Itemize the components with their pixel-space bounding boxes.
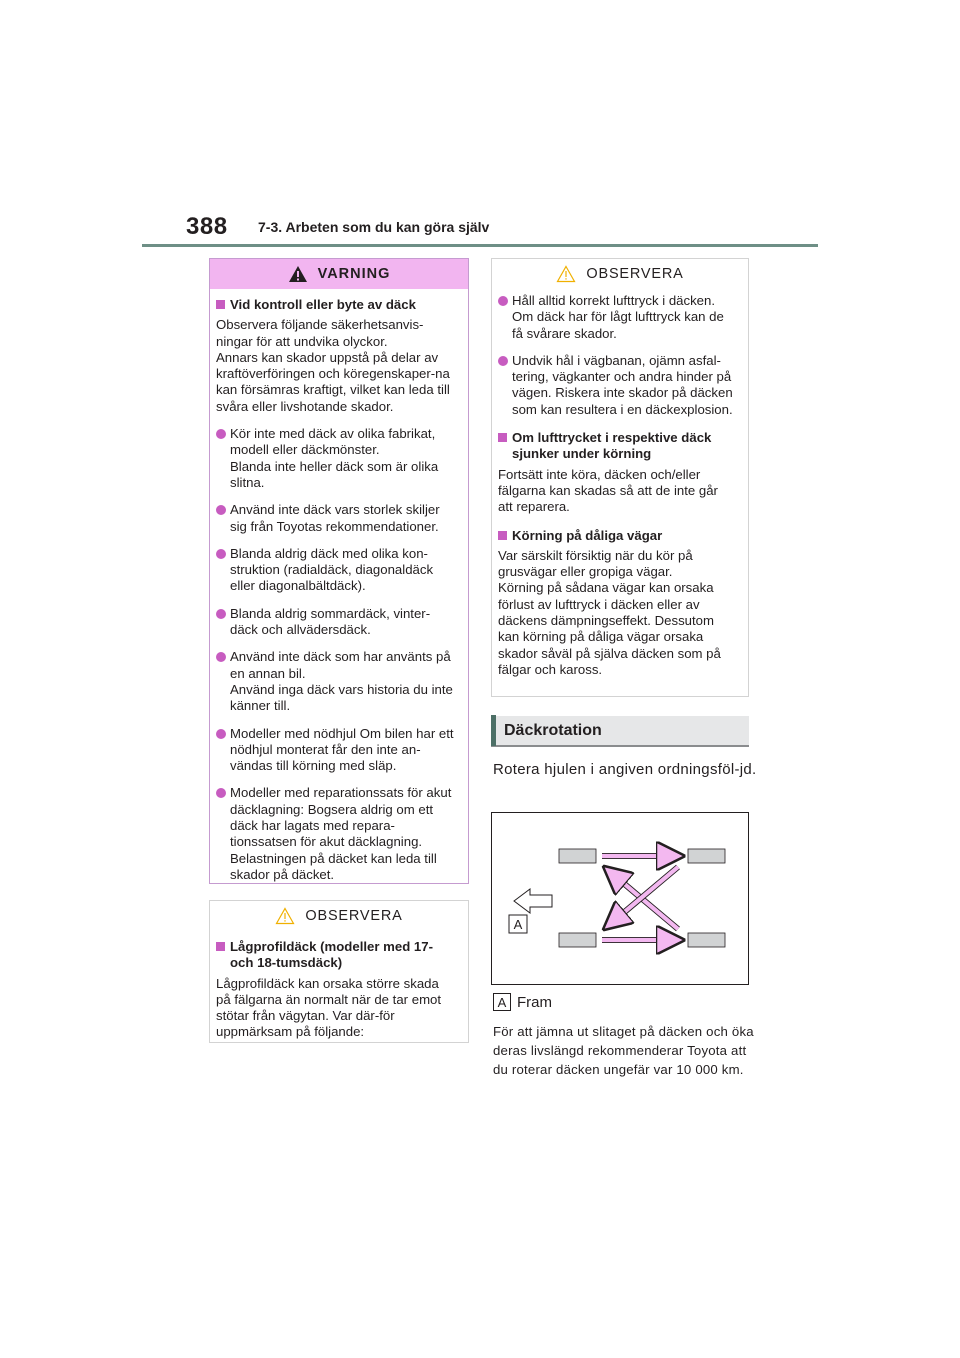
heading-bar [491,715,496,746]
page-number: 388 [186,213,228,240]
list-item: Blanda aldrig däck med olika kon-struktion (radialdäck, diagonaldäck eller diagonalbältdäck). [216,546,456,595]
rotation-instruction: Rotera hjulen i angiven ordningsföl-jd. [493,761,757,778]
notice-text: Lågprofildäck kan orsaka större skada på fälgarna än normalt när de tar emot stötar från vägytan. Var där-för uppmärksam på följande: [216,975,442,1040]
section-heading [491,716,749,747]
tire-front-right [688,849,725,863]
notice-box-right [491,258,749,697]
notice-header [210,901,468,931]
tire-rotation-diagram [491,812,749,985]
warning-title: VARNING [317,266,391,282]
legend [493,993,552,1011]
section-header: 7-3. Arbeten som du kan göra själv [258,219,490,235]
list-item: Modeller med reparationssats för akut däcklagning: Bogsera aldrig om ett däck har lagats med repara-tionssatsen för akut däcklagning. Belastningen på däcket kan leda till skador på däcket. [216,785,456,883]
notice-subheading: Lågprofildäck (modeller med 17- och 18-tumsdäck) [216,939,456,972]
header-divider [142,244,818,247]
legend-key: A [493,993,511,1011]
notice-triangle-icon [556,265,576,283]
notice-subheading: Om lufttrycket i respektive däck sjunker under körning [498,430,736,463]
tire-front-left [559,849,596,863]
tire-rear-left [559,933,596,947]
legend-text: Fram [517,993,552,1011]
notice-title: OBSERVERA [305,908,403,924]
list-item: Undvik hål i vägbanan, ojämn asfal-tering, vägkanter och andra hinder på vägen. Riskera inte skador på däcken som kan resultera i en däckexplosion. [498,353,736,418]
notice-text: Var särskilt försiktig när du kör på grusvägar eller gropiga vägar. [498,547,693,580]
diagram-label: A [513,917,523,932]
list-item: Använd inte däck vars storlek skiljer sig från Toyotas rekommendationer. [216,502,456,535]
notice-text: Körning på sådana vägar kan orsaka förlust av lufttryck i däcken eller av däckens dämpningseffekt. Dessutom kan körning på dåliga vägar orsaka skador såväl på själva däcken som på fälgar och kaross. [498,580,721,677]
warning-intro2: Annars kan skador uppstå på delar av kraftöverföringen och köregenskaper-na kan försämras kraftigt, vilket kan leda till svåra eller livshotande skador. [216,349,450,414]
notice-title: OBSERVERA [586,266,684,282]
list-item: Blanda aldrig sommardäck, vinter-däck och allvädersdäck. [216,606,456,639]
list-item: Kör inte med däck av olika fabrikat, modell eller däckmönster. Blanda inte heller däck som är olika slitna. [216,426,456,491]
warning-intro: Observera följande säkerhetsanvis-ningar för att undvika olyckor. [216,317,424,349]
warning-header [210,259,468,289]
notice-text: Fortsätt inte köra, däcken och/eller fälgarna kan skadas så att de inte går att reparera. [498,466,718,515]
notice-box-left [209,900,469,1043]
forward-arrow-icon [514,889,552,913]
section-title: Däckrotation [504,721,602,739]
rotation-diagram-svg [492,813,748,984]
warning-triangle-icon [288,265,308,283]
notice-subheading: Körning på dåliga vägar [498,528,736,544]
notice-header [492,259,748,289]
warning-box [209,258,469,884]
notice-triangle-icon [275,907,295,925]
list-item: Håll alltid korrekt lufttryck i däcken. Om däck har för lågt lufttryck kan de få svårare skador. [498,293,736,342]
list-item: Använd inte däck som har använts på en annan bil. Använd inga däck vars historia du inte känner till. [216,649,456,714]
tire-rear-right [688,933,725,947]
warning-subheading: Vid kontroll eller byte av däck [216,297,456,313]
list-item: Modeller med nödhjul Om bilen har ett nödhjul monterat får den inte an-vändas till körning med släp. [216,726,456,775]
rotation-note: För att jämna ut slitaget på däcken och öka deras livslängd rekommenderar Toyota att du roterar däcken ungefär var 10 000 km. [493,1024,754,1077]
